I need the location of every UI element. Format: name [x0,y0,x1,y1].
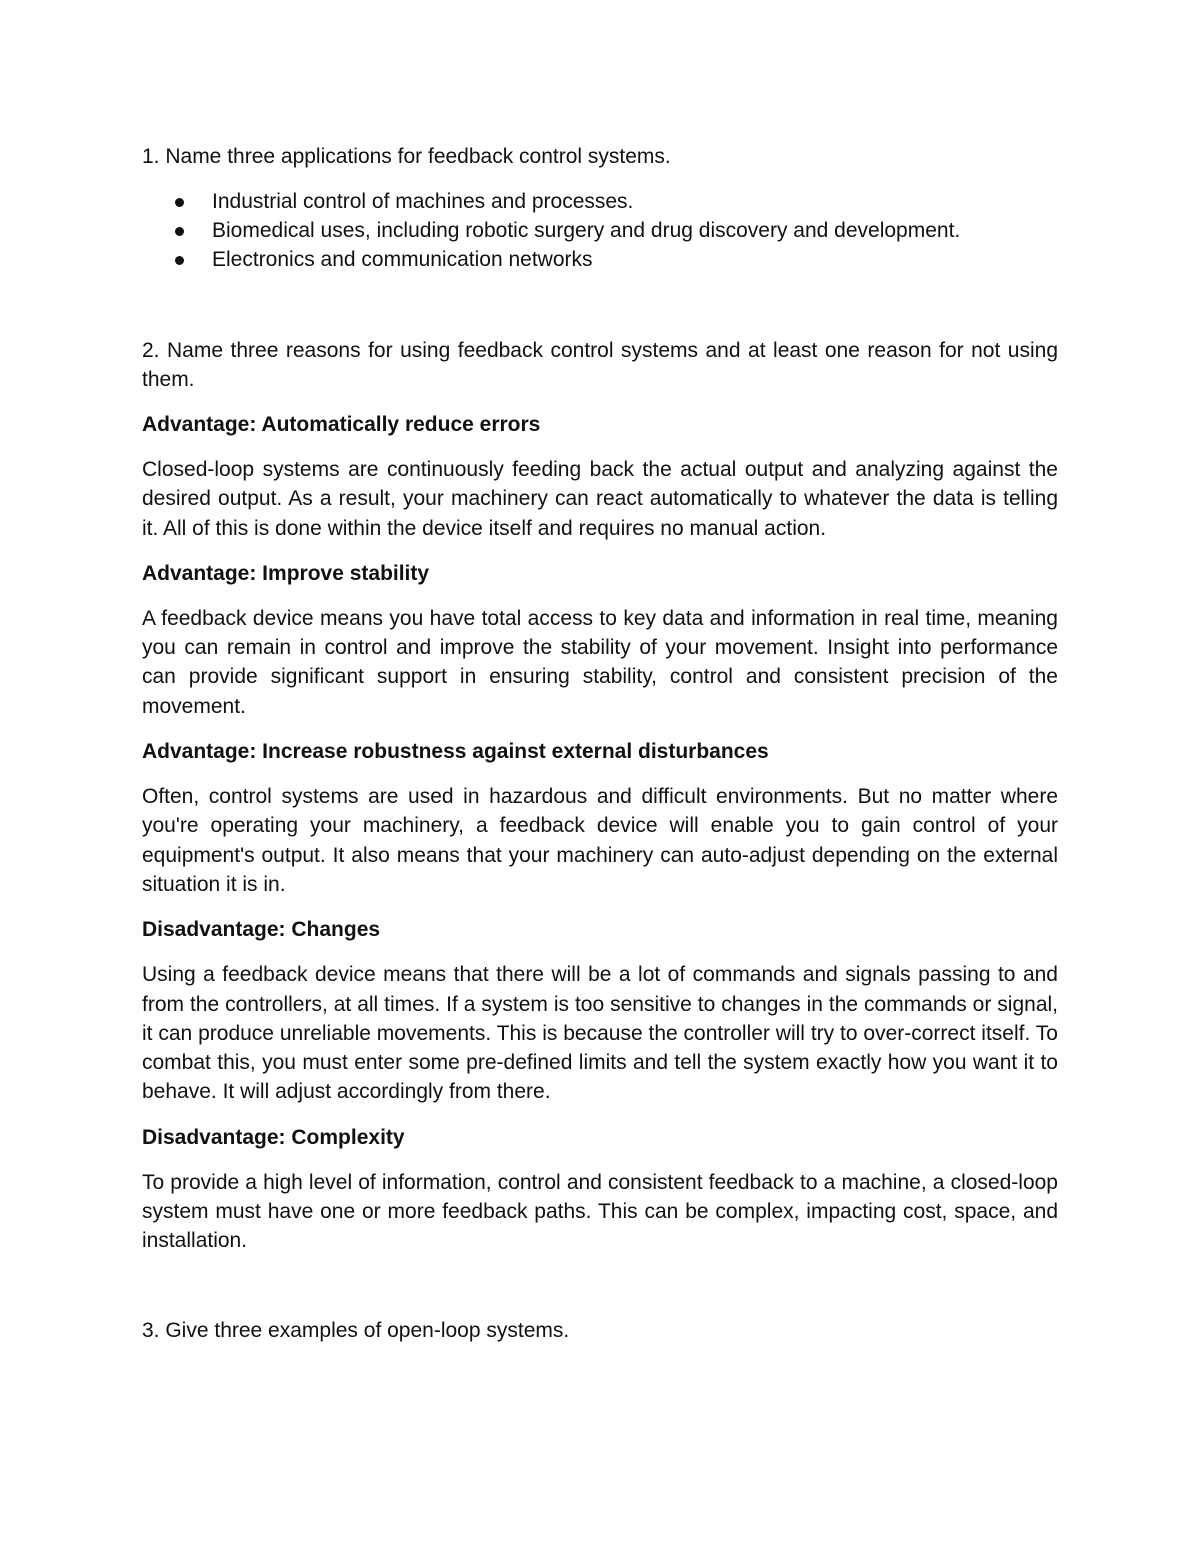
bullet-icon [175,227,184,236]
section-heading-2: Advantage: Improve stability [142,561,430,585]
list-item [142,245,1058,274]
document-page [142,142,1058,1345]
list-item-text: Electronics and communication networks [212,248,593,271]
list-item-text: Biomedical uses, including robotic surgery and drug discovery and development. [212,219,961,242]
question-2: 2. Name three reasons for using feedback control systems and at least one reason for not using them. [142,339,1058,391]
section-heading-4: Disadvantage: Changes [142,918,381,942]
section-heading-5: Disadvantage: Complexity [142,1125,405,1149]
section-body-2: A feedback device means you have total access to key data and information in real time, meaning you can remain in control and improve the stability of your movement. Insight into performance can provide significant support in ensuring stability, control and consistent precision of the movement. [142,606,1058,718]
section-body-5: To provide a high level of information, control and consistent feedback to a machine, a closed-loop system must have one or more feedback paths. This can be complex, impacting cost, space, and installation. [142,1170,1058,1253]
question-3: 3. Give three examples of open-loop systems. [142,1318,570,1342]
section-body-4: Using a feedback device means that there will be a lot of commands and signals passing to and from the controllers, at all times. If a system is too sensitive to changes in the commands or signal, it can produce unreliable movements. This is because the controller will try to over-correct itself. To combat this, you must enter some pre-defined limits and tell the system exactly how you want it to behave. It will adjust accordingly from there. [142,963,1058,1104]
question-1: 1. Name three applications for feedback control systems. [142,145,671,168]
list-item-text: Industrial control of machines and processes. [212,190,634,213]
section-heading-3: Advantage: Increase robustness against external disturbances [142,740,769,764]
section-body-3: Often, control systems are used in hazardous and difficult environments. But no matter where you're operating your machinery, a feedback device will enable you to gain control of your equipment's output. It also means that your machinery can auto-adjust depending on the external situation it is in. [142,785,1058,896]
section-heading-1: Advantage: Automatically reduce errors [142,413,541,436]
list-item [142,187,1058,216]
bullet-icon [175,256,184,265]
list-item [142,216,1058,245]
section-body-1: Closed-loop systems are continuously feeding back the actual output and analyzing against the desired output. As a result, your machinery can react automatically to whatever the data is telling it. All of this is done within the device itself and requires no manual action. [142,458,1058,540]
applications-list [142,187,1058,274]
bullet-icon [175,198,184,207]
